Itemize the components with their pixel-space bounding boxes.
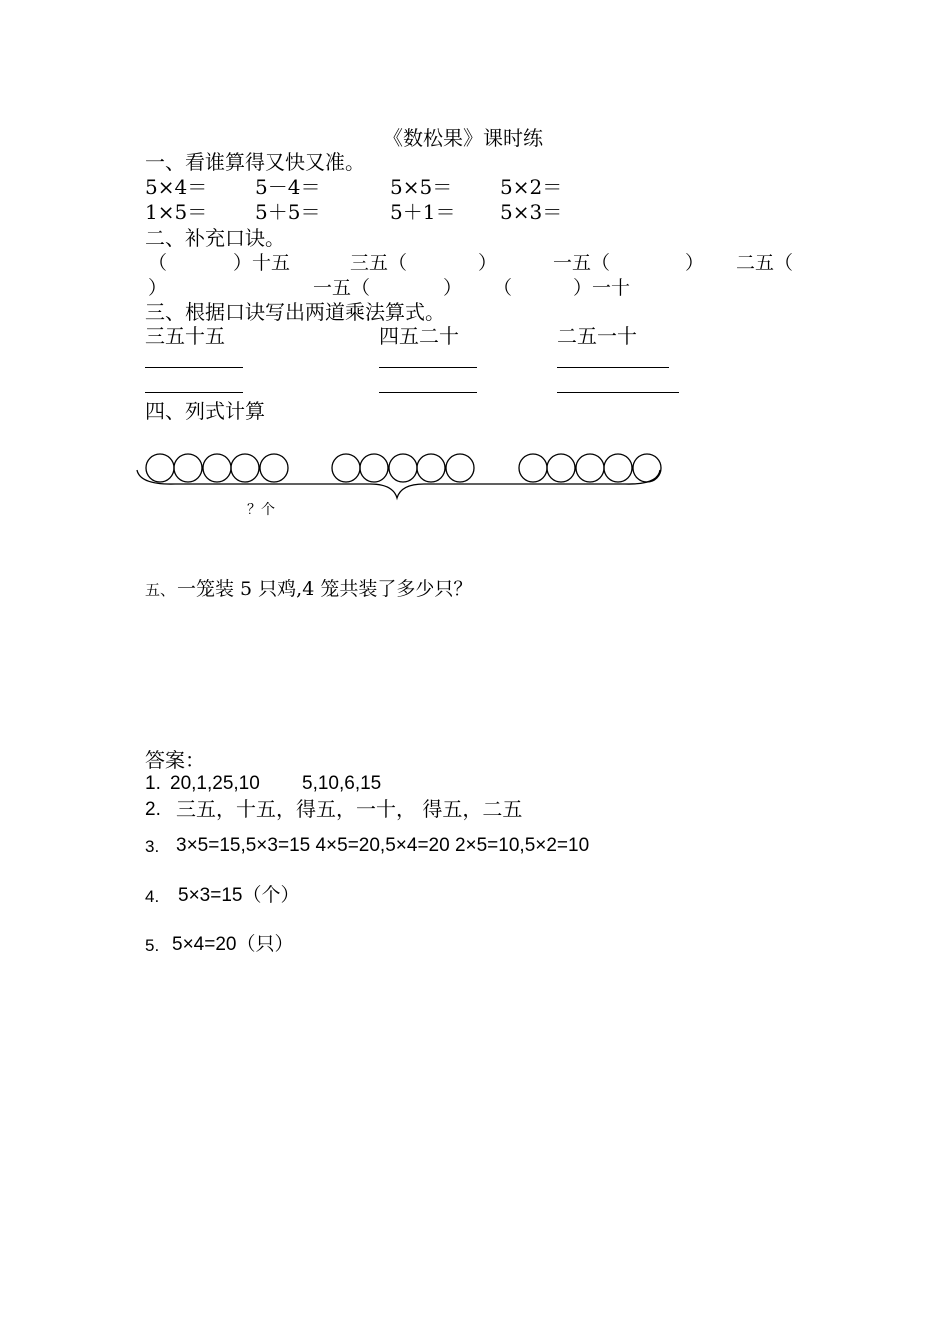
- page-title: 《数松果》课时练: [383, 126, 543, 150]
- rhyme-erwu-yishi: 二五一十: [557, 324, 637, 348]
- pinecone-circle: [519, 454, 547, 482]
- rhyme-yishi: ）一十: [573, 277, 631, 299]
- pinecone-circle: [604, 454, 632, 482]
- pinecone-circle: [231, 454, 259, 482]
- answer-5-number: 5.: [145, 936, 160, 955]
- blank-close-3: ）: [148, 277, 168, 299]
- pinecone-circle: [203, 454, 231, 482]
- answer-4-text: 5×3=15（个）: [178, 885, 300, 906]
- pinecone-circle: [446, 454, 474, 482]
- answer-5-text: 5×4=20（只）: [172, 934, 294, 955]
- blank-open-1: （: [148, 252, 168, 274]
- exercise-1-3: 5×5＝: [390, 175, 453, 199]
- pinecone-circle: [417, 454, 445, 482]
- answer-3-number: 3.: [145, 837, 160, 856]
- blank-close-2: ）: [685, 252, 705, 274]
- section5-number: 五、: [145, 581, 176, 599]
- answer-1-part2: 5,10,6,15: [302, 773, 382, 794]
- pinecone-circle: [547, 454, 575, 482]
- exercise-1-2: 5－4＝: [255, 175, 321, 199]
- answer-line: [557, 367, 669, 368]
- exercise-2-3: 5＋1＝: [390, 200, 456, 224]
- answer-2-text: 三五，十五，得五，一十， 得五，二五: [176, 797, 523, 821]
- pinecone-circle: [332, 454, 360, 482]
- exercise-2-1: 1×5＝: [145, 200, 208, 224]
- rhyme-sanwu-shiwu: 三五十五: [145, 324, 225, 348]
- pinecone-circle: [360, 454, 388, 482]
- curly-brace: [137, 470, 660, 498]
- blank-close-1: ）: [478, 252, 498, 274]
- pinecone-circle: [174, 454, 202, 482]
- rhyme-yiwu: 一五（: [553, 252, 611, 274]
- exercise-1-1: 5×4＝: [145, 175, 208, 199]
- pinecone-circle: [146, 454, 174, 482]
- rhyme-siwu-ershi: 四五二十: [379, 324, 459, 348]
- pinecone-circle: [260, 454, 288, 482]
- section1-heading: 一、看谁算得又快又准。: [145, 150, 365, 174]
- rhyme-erwu: 二五（: [736, 252, 794, 274]
- rhyme-yiwu-2: 一五（: [313, 277, 371, 299]
- blank-open-2: （: [493, 277, 513, 299]
- rhyme-sanwu: 三五（: [350, 252, 408, 274]
- pinecone-diagram: [0, 440, 950, 530]
- answer-2-number: 2.: [145, 799, 161, 820]
- answer-line: [145, 367, 243, 368]
- exercise-2-4: 5×3＝: [500, 200, 563, 224]
- section2-heading: 二、补充口诀。: [145, 226, 285, 250]
- exercise-1-4: 5×2＝: [500, 175, 563, 199]
- answer-line: [557, 392, 679, 393]
- pinecone-circle: [389, 454, 417, 482]
- answer-1-part1: 20,1,25,10: [170, 773, 260, 794]
- answer-1-number: 1.: [145, 773, 161, 794]
- answer-4-number: 4.: [145, 887, 160, 906]
- blank-close-4: ）: [443, 277, 463, 299]
- section4-heading: 四、列式计算: [145, 399, 265, 423]
- answer-line: [379, 392, 477, 393]
- section3-heading: 三、根据口诀写出两道乘法算式。: [145, 300, 445, 324]
- pinecone-circle: [633, 454, 661, 482]
- answer-3-text: 3×5=15,5×3=15 4×5=20,5×4=20 2×5=10,5×2=10: [176, 835, 590, 856]
- answers-label: 答案：: [145, 748, 205, 772]
- section5-question: 一笼装 5 只鸡,4 笼共装了多少只？: [177, 578, 473, 600]
- exercise-2-2: 5＋5＝: [255, 200, 321, 224]
- answer-line: [379, 367, 477, 368]
- answer-line: [145, 392, 243, 393]
- unknown-count-label: ？个: [247, 502, 275, 518]
- rhyme-shiwu: ）十五: [233, 252, 291, 274]
- pinecone-circle: [576, 454, 604, 482]
